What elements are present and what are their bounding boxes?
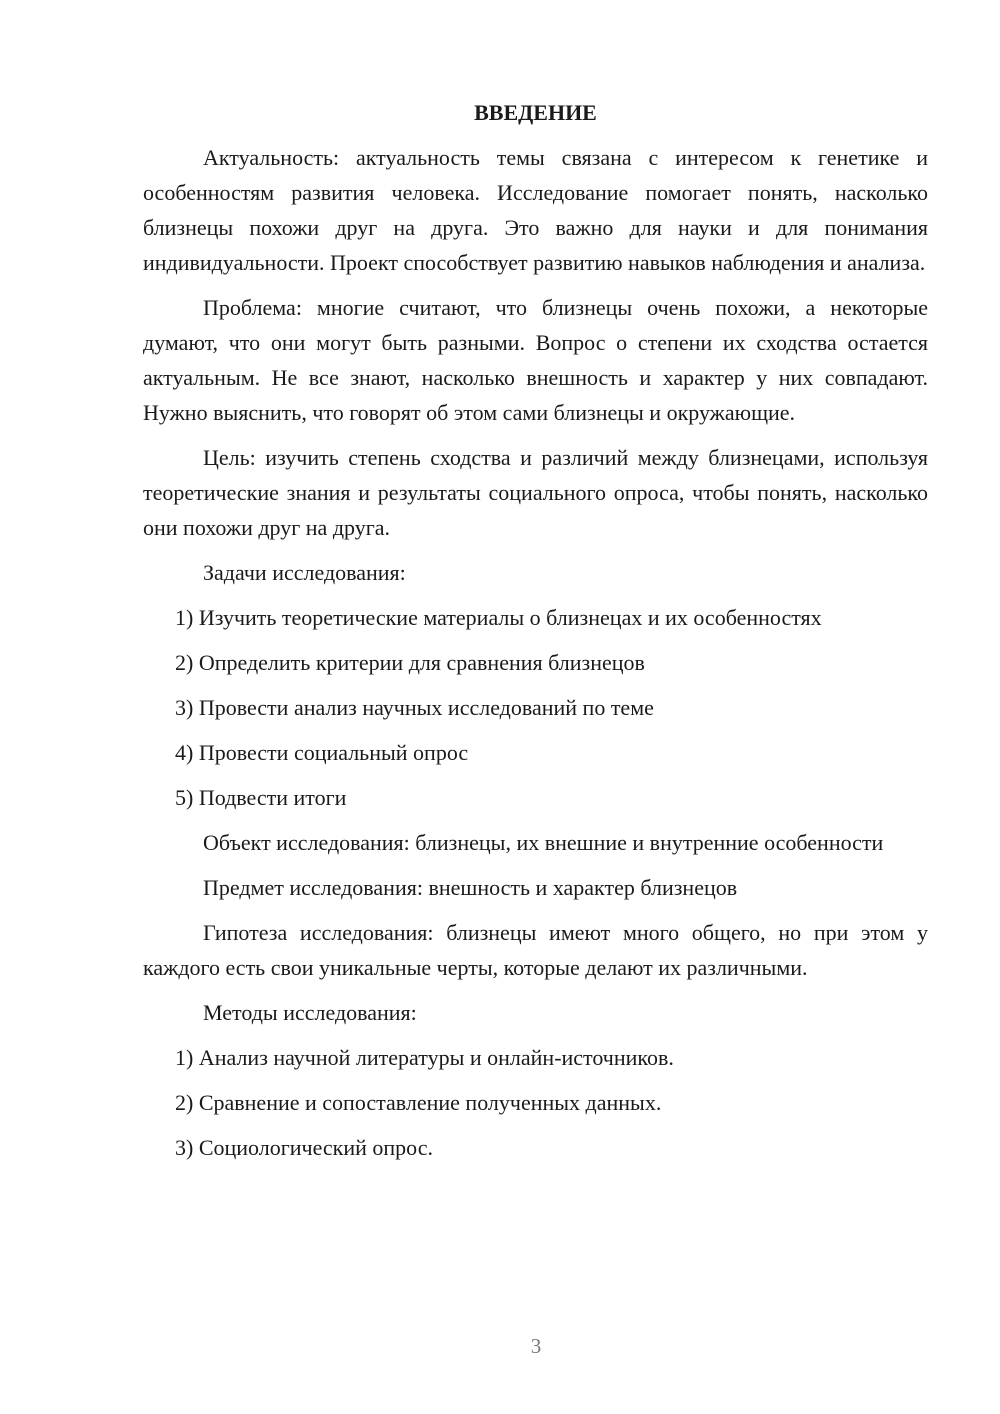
subject-paragraph: Предмет исследования: внешность и характер близнецов (203, 875, 738, 900)
page-content (143, 95, 928, 1175)
method-item-1: 1) Анализ научной литературы и онлайн-источников. (175, 1045, 674, 1070)
problem-paragraph: Проблема: многие считают, что близнецы очень похожи, а некоторые думают, что они могут быть разными. Вопрос о степени их сходства остается актуальным. Не все знают, насколько внешность и характер у них совпадают. Нужно выяснить, что говорят об этом сами близнецы и окружающие. (143, 295, 928, 425)
object-paragraph: Объект исследования: близнецы, их внешние и внутренние особенности (203, 830, 884, 855)
relevance-paragraph: Актуальность: актуальность темы связана с интересом к генетике и особенностям развития человека. Исследование помогает понять, насколько близнецы похожи друг на друга. Это важно для науки и для понимания индивидуальности. Проект способствует развитию навыков наблюдения и анализа. (143, 145, 928, 275)
methods-heading: Методы исследования: (203, 1000, 417, 1025)
task-item-5: 5) Подвести итоги (175, 785, 347, 810)
task-item-1: 1) Изучить теоретические материалы о близнецах и их особенностях (175, 605, 822, 630)
task-item-3: 3) Провести анализ научных исследований по теме (175, 695, 654, 720)
hypothesis-paragraph: Гипотеза исследования: близнецы имеют много общего, но при этом у каждого есть свои уникальные черты, которые делают их различными. (143, 920, 928, 980)
page-number: 3 (530, 1334, 542, 1358)
goal-paragraph: Цель: изучить степень сходства и различий между близнецами, используя теоретические знания и результаты социального опроса, чтобы понять, насколько они похожи друг на друга. (143, 445, 928, 540)
method-item-2: 2) Сравнение и сопоставление полученных данных. (175, 1090, 662, 1115)
task-item-4: 4) Провести социальный опрос (175, 740, 469, 765)
section-title: ВВЕДЕНИЕ (474, 100, 597, 125)
tasks-heading: Задачи исследования: (203, 560, 406, 585)
method-item-3: 3) Социологический опрос. (175, 1135, 433, 1160)
task-item-2: 2) Определить критерии для сравнения близнецов (175, 650, 645, 675)
